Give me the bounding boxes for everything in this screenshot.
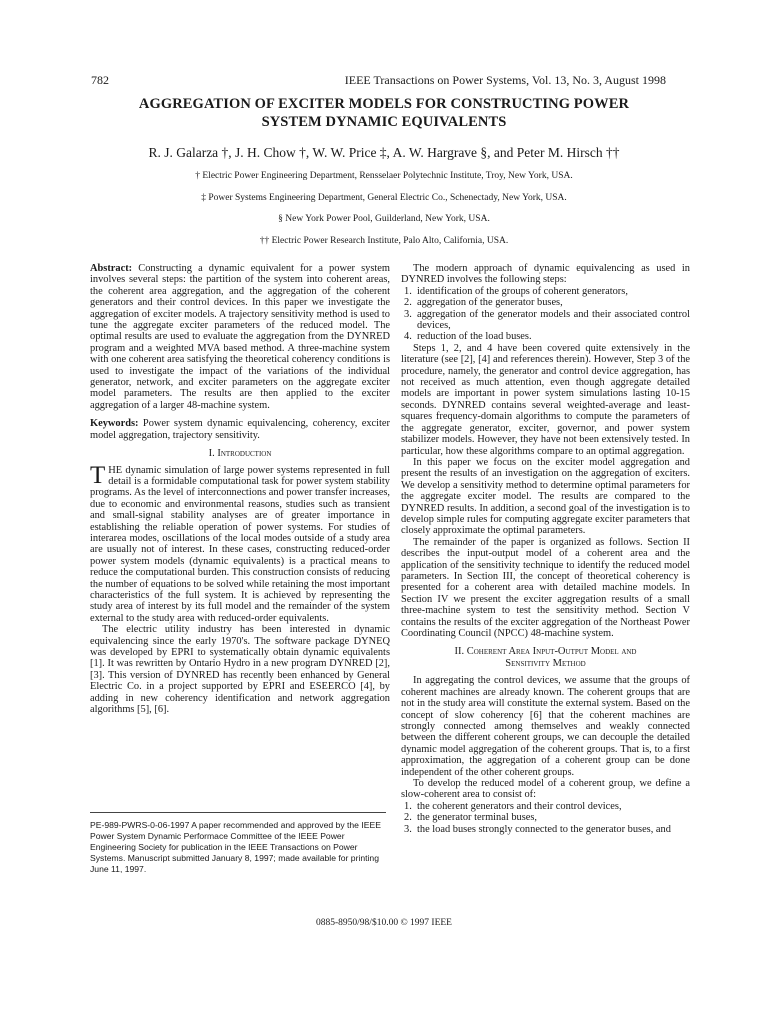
intro-paragraph-1-text: HE dynamic simulation of large power systems represented in full detail is a formidable computational task for power system stability programs. As the level of interconnections and power transfer increases, due to economic and environmental reasons, studies such as transient and small-signal stability analyses are of greater importance in establishing the reliable operation of power systems. For studies of interarea modes, oscillations of the local modes outside of a study area are usually not of interest. In these cases, constructing reduced-order power system models (dynamic equivalents) is a practical means to reduce the computational burden. This construction consists of reducing the number of equations to be solved while retaining the most important characteristics of the full system. It is achieved by representing the study area of interest by its full model and the remainder of the system external to the study area with reduced-order equivalents. [90, 464, 390, 624]
affiliations [60, 166, 708, 252]
intro-paragraph-2: The electric utility industry has been interested in dynamic equivalencing since the early 1970's. The software package DYNEQ was developed by EPRI to systematically obtain dynamic equivalents [1]. It was rewritten by Ontario Hydro in a new program DYNRED [2], [3]. This version of DYNRED has recently been enhanced by General Electric Co. in a project supported by EPRI and ESEERCO [4], by adding in new coherency identification and network aggregation algorithms [5], [6]. [90, 624, 390, 716]
list-item: 3. aggregation of the generator models and their associated control devices, [404, 308, 690, 332]
section-heading-2-line-1: II. Coherent Area Input-Output Model and [454, 646, 637, 658]
right-paragraph-1: The modern approach of dynamic equivalencing as used in DYNRED involves the following steps: [401, 263, 690, 286]
footnote-rule [90, 812, 386, 813]
title-line-1: AGGREGATION OF EXCITER MODELS FOR CONSTRUCTING POWER [138, 96, 630, 112]
right-column [401, 263, 690, 835]
keywords-label: Keywords: [90, 418, 139, 430]
copyright-footer: 0885-8950/98/$10.00 © 1997 IEEE [316, 918, 452, 928]
footnote: PE-989-PWRS-0-06-1997 A paper recommended and approved by the IEEE Power System Dynamic Performace Committee of the IEEE Power Engineering Society for publication in the IEEE Transactions on Power Systems. Manuscript submitted January 8, 1997; made available for printing June 11, 1997. [90, 820, 381, 874]
list-item: 4. reduction of the load buses. [404, 331, 532, 343]
keywords-text: Power system dynamic equivalencing, coherency, exciter model aggregation, trajectory sensitivity. [90, 418, 390, 441]
affiliation-ge: ‡ Power Systems Engineering Department, General Electric Co., Schenectady, New York, USA. [201, 192, 567, 203]
list-item: 2. the generator terminal buses, [404, 812, 538, 824]
paper-title [60, 95, 708, 131]
author-list: R. J. Galarza †, J. H. Chow †, W. W. Price ‡, A. W. Hargrave §, and Peter M. Hirsch †† [148, 145, 620, 160]
abstract-label: Abstract: [90, 263, 133, 274]
list-item: 1. identification of the groups of coherent generators, [404, 285, 628, 297]
journal-header: IEEE Transactions on Power Systems, Vol. 13, No. 3, August 1998 [344, 73, 666, 87]
abstract-text: Constructing a dynamic equivalent for a power system involves several steps: the partition of the system into coherent areas, the coherent area aggregation, and the aggregation of the coherent generators and their control devices. In this paper we investigate the aggregation of exciter models. A trajectory sensitivity method is used to tune the aggregate exciter parameters of the reduced model. The optimal results are used to evaluate the aggregation from the DYNRED program and a weighted MVA based method. A three-machine system with one coherent area satisfying the theoretical coherency conditions is used to investigate the impact of the variations of the individual generator, network, and exciter parameters on the aggregate exciter model parameters. The results are then applied to the exciter aggregation of a larger 48-machine system. [90, 263, 390, 411]
list-item: 3. the load buses strongly connected to the generator buses, and [404, 823, 671, 835]
keywords [90, 418, 390, 441]
right-paragraph-5: In aggregating the control devices, we assume that the groups of coherent machines are already known. The coherent groups that are not in the study area will constitute the external system. Based on the concept of slow coherency [6] that the coherent machines are strongly connected among themselves and weakly connected between the different coherent groups, we can decouple the detailed dynamic model aggregation of the coherent groups. That is, to a first approximation, the aggregation of a coherent group can be done independent of the other coherent groups. [401, 675, 690, 778]
affiliation-nypp: § New York Power Pool, Guilderland, New York, USA. [278, 214, 490, 224]
right-paragraph-2: Steps 1, 2, and 4 have been covered quite extensively in the literature (see [2], [4] and references therein). However, Step 3 of the procedure, namely, the generator and control device aggregation, has not received as much attention, even though aggregate detailed models are important in power system simulations lasting 10-15 seconds. DYNRED contains several weighted-average and least-squares frequency-domain algorithms to compute the parameters of the aggregate generator, exciter, governor, and power system stabilizer models. However, they have not been extensively tested. In particular, how these algorithms compare to an optimal aggregation. [401, 342, 690, 457]
section-heading-2-line-2: Sensitivity Method [505, 658, 586, 670]
section-heading-2 [401, 646, 690, 670]
right-paragraph-4: The remainder of the paper is organized as follows. Section II describes the input-output model of a coherent area and the application of the sensitivity technique to identify the reduced model parameters. In Section III, the concept of theoretical coherency is presented for a coherent area with detailed machine models. In Section IV we present the exciter aggregation results of a small three-machine system to test the sensitivity method. Section V contains the results of the exciter aggregation of the Northeast Power Coordinating Council (NPCC) 48-machine system. [401, 536, 690, 639]
section-heading-introduction: I. Introduction [208, 448, 272, 460]
right-paragraph-6: To develop the reduced model of a coherent group, we define a slow-coherent area to consist of: [401, 778, 690, 801]
left-column [90, 263, 390, 715]
abstract [90, 263, 390, 411]
list-item: 1. the coherent generators and their control devices, [404, 800, 622, 812]
right-paragraph-3: In this paper we focus on the exciter model aggregation and present the results of an investigation on the aggregation of exciters. We develop a sensitivity method to determine optimal parameters for the aggregate exciter model. The results are compared to the DYNRED results. In addition, a second goal of the investigation is to develop simple rules for computing aggregate exciter parameters that closely approximate the optimal parameters. [401, 456, 690, 537]
list-item: 2. aggregation of the generator buses, [404, 297, 563, 309]
page-number: 782 [91, 73, 109, 87]
definition-list [401, 801, 690, 835]
affiliation-rpi: † Electric Power Engineering Department, Rensselaer Polytechnic Institute, Troy, New York, USA. [195, 171, 573, 181]
affiliation-epri: †† Electric Power Research Institute, Palo Alto, California, USA. [259, 235, 509, 246]
title-line-2: SYSTEM DYNAMIC EQUIVALENTS [261, 114, 507, 130]
drop-cap: T [90, 461, 106, 489]
steps-list [401, 286, 690, 343]
intro-paragraph-1 [90, 461, 390, 625]
